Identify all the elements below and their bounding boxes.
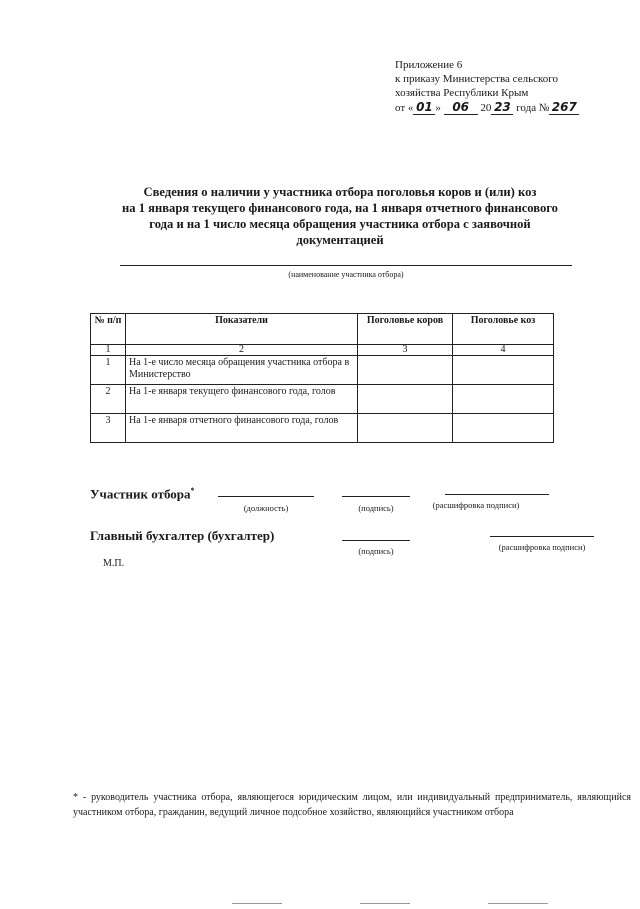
livestock-table	[90, 313, 554, 443]
footnote-mark: *	[190, 486, 195, 495]
scan-edge-mark	[232, 903, 282, 904]
accountant-decoding-caption: (расшифровка подписи)	[498, 542, 586, 552]
table-row	[91, 385, 554, 414]
number-prefix: года №	[516, 102, 550, 114]
header-goats: Поголовье коз	[453, 314, 554, 345]
handwritten-order-number: 267	[549, 100, 579, 115]
document-title	[60, 184, 620, 248]
date-mid: »	[435, 102, 441, 114]
goats-cell[interactable]	[453, 385, 554, 414]
row-label: На 1-е января отчетного финансового года, голов	[126, 414, 358, 443]
cows-cell[interactable]	[358, 414, 453, 443]
handwritten-year: 23	[491, 100, 513, 115]
cows-cell[interactable]	[358, 385, 453, 414]
footnote: * - руководитель участника отбора, являющегося юридическим лицом, или индивидуальный предприниматель, являющийся участником отбора, гражданин, ведущий личное подсобное хозяйство, являющийся участником отбора	[73, 792, 631, 818]
header-indicators: Показатели	[126, 314, 358, 345]
year-prefix: 20	[480, 102, 492, 114]
row-label: На 1-е января текущего финансового года, голов	[126, 385, 358, 414]
handwritten-month: 06	[444, 100, 478, 115]
participant-signature-label	[90, 486, 195, 502]
row-number: 3	[91, 414, 126, 443]
scan-edge-mark	[488, 903, 548, 904]
participant-label-text: Участник отбора	[90, 486, 191, 502]
accountant-signature-label: Главный бухгалтер (бухгалтер)	[90, 528, 275, 543]
header-cows: Поголовье коров	[358, 314, 453, 345]
title-line-3: года и на 1 число месяца обращения участника отбора с заявочной	[149, 217, 531, 231]
title-line-2: на 1 января текущего финансового года, на 1 января отчетного финансового	[122, 201, 558, 215]
goats-cell[interactable]	[453, 414, 554, 443]
cows-cell[interactable]	[358, 356, 453, 385]
accountant-signature-line[interactable]	[342, 540, 410, 541]
table-row	[91, 356, 554, 385]
decoding-line[interactable]	[445, 494, 549, 495]
header-number: № п/п	[91, 314, 126, 345]
goats-cell[interactable]	[453, 356, 554, 385]
signature-caption: (подпись)	[358, 503, 394, 513]
participant-name-line[interactable]	[120, 265, 572, 266]
column-number: 2	[126, 345, 358, 356]
column-number: 3	[358, 345, 453, 356]
column-number: 1	[91, 345, 126, 356]
position-caption: (должность)	[243, 503, 289, 513]
signature-line[interactable]	[342, 496, 410, 497]
title-line-1: Сведения о наличии у участника отбора поголовья коров и (или) коз	[143, 185, 537, 199]
position-line[interactable]	[218, 496, 314, 497]
table-header-row	[91, 314, 554, 345]
date-prefix: от «	[395, 102, 414, 114]
appendix-block	[395, 58, 579, 115]
appendix-ministry-line: хозяйства Республики Крым	[395, 87, 529, 99]
appendix-order-line: к приказу Министерства сельского	[395, 73, 558, 85]
stamp-place-label: М.П.	[103, 558, 125, 569]
row-number: 1	[91, 356, 126, 385]
accountant-signature-caption: (подпись)	[358, 546, 394, 556]
title-line-4: документацией	[296, 233, 384, 247]
participant-name-caption: (наименование участника отбора)	[288, 270, 404, 279]
table-column-numbers-row	[91, 345, 554, 356]
table-row	[91, 414, 554, 443]
row-number: 2	[91, 385, 126, 414]
scan-edge-mark	[360, 903, 410, 904]
row-label: На 1-е число месяца обращения участника отбора в Министерство	[126, 356, 358, 385]
decoding-caption: (расшифровка подписи)	[432, 500, 520, 510]
accountant-decoding-line[interactable]	[490, 536, 594, 537]
appendix-date-line	[395, 100, 579, 115]
column-number: 4	[453, 345, 554, 356]
handwritten-day: 01	[413, 100, 435, 115]
appendix-title: Приложение 6	[395, 59, 463, 71]
